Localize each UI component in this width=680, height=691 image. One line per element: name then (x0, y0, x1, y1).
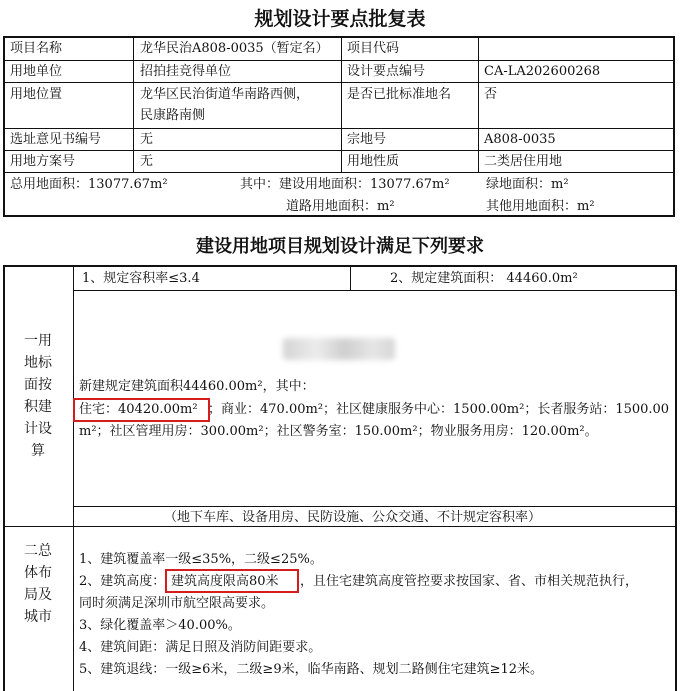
value-land-use-type: 二类居住用地 (484, 154, 563, 169)
other-land-area: 其他用地面积：m² (486, 199, 595, 214)
height-rule: ，且住宅建筑高度管控要求按国家、省、市相关规范执行， (300, 574, 639, 589)
green-coverage: 3、绿化覆盖率＞40.00%。 (79, 618, 241, 633)
green-land-area: 绿地面积：m² (486, 177, 569, 192)
label-land-use-type: 用地性质 (347, 154, 400, 169)
col-divider (341, 37, 342, 172)
value-land-plan-no: 无 (140, 154, 154, 169)
section1-label: 一用地标面按积建计设算 (24, 333, 52, 459)
value-land-location-line2: 民康路南侧 (140, 108, 206, 123)
row-divider (74, 290, 676, 291)
value-design-code: CA-LA202600268 (484, 64, 601, 79)
value-standard-place-name: 否 (484, 87, 498, 102)
row-divider (4, 172, 675, 173)
col-divider (478, 37, 479, 172)
total-land-area: 总用地面积：13077.67m² (10, 177, 168, 192)
value-project-name: 龙华民治A808-0035（暂定名） (140, 41, 329, 56)
section2-label: 二总体布局及城市 (24, 543, 52, 625)
coverage-ratio: 1、建筑覆盖率一级≤35%，二级≤25%。 (79, 552, 323, 567)
label-design-code: 设计要点编号 (347, 64, 426, 79)
setback: 5、建筑退线：一级≥6米，二级≥9米，临华南路、规划二路侧住宅建筑≥12米。 (79, 662, 544, 677)
col-divider (350, 266, 351, 290)
gfa-intro: 新建规定建筑面积44460.00m²，其中： (79, 379, 315, 394)
col-divider (133, 37, 134, 172)
label-land-plan-no: 用地方案号 (10, 154, 76, 169)
label-parcel-no: 宗地号 (347, 132, 387, 147)
row-divider (4, 150, 675, 151)
height-rule-line2: 同时须满足深圳市航空限高要求。 (79, 596, 275, 611)
height-prefix: 2、建筑高度： (79, 574, 166, 589)
plot-ratio: 1、规定容积率≤3.4 (82, 271, 200, 286)
value-land-location-line1: 龙华区民治街道华南路西侧， (140, 87, 310, 102)
floor-area: 2、规定建筑面积： 44460.0m² (390, 271, 578, 286)
label-project-name: 项目名称 (10, 41, 63, 56)
height-limit: 建筑高度限高80米 (171, 574, 279, 589)
exclusion-note: （地下车库、设备用房、民防设施、公众交通、不计规定容积率） (164, 510, 542, 525)
area-breakdown-line1: ；商业：470.00m²；社区健康服务中心：1500.00m²；长者服务站：1500.00 (208, 402, 670, 417)
label-column-divider (73, 266, 74, 691)
row-divider (4, 82, 675, 83)
label-standard-place-name: 是否已批标准地名 (347, 87, 452, 102)
value-parcel-no: A808-0035 (484, 132, 556, 147)
building-spacing: 4、建筑间距：满足日照及消防间距要求。 (79, 640, 322, 655)
value-site-opinion-no: 无 (140, 132, 154, 147)
construction-land-area: 其中：建设用地面积：13077.67m² (240, 177, 450, 192)
label-site-opinion-no: 选址意见书编号 (10, 132, 102, 147)
label-project-code: 项目代码 (347, 41, 400, 56)
document-title: 规划设计要点批复表 (254, 8, 426, 30)
value-land-user: 招拍挂竞得单位 (140, 64, 232, 79)
highlight-box (73, 398, 210, 422)
road-land-area: 道路用地面积：m² (286, 199, 395, 214)
section-title: 建设用地项目规划设计满足下列要求 (196, 236, 484, 257)
label-land-user: 用地单位 (10, 64, 63, 79)
residential-area: 住宅：40420.00m² (79, 402, 198, 417)
highlight-box (165, 569, 299, 593)
blurred-text (283, 338, 395, 360)
label-land-location: 用地位置 (10, 87, 63, 102)
row-divider (4, 128, 675, 129)
area-breakdown-line2: m²；社区管理用房：300.00m²；社区警务室：150.00m²；物业服务用房：120.00m²。 (79, 424, 598, 439)
